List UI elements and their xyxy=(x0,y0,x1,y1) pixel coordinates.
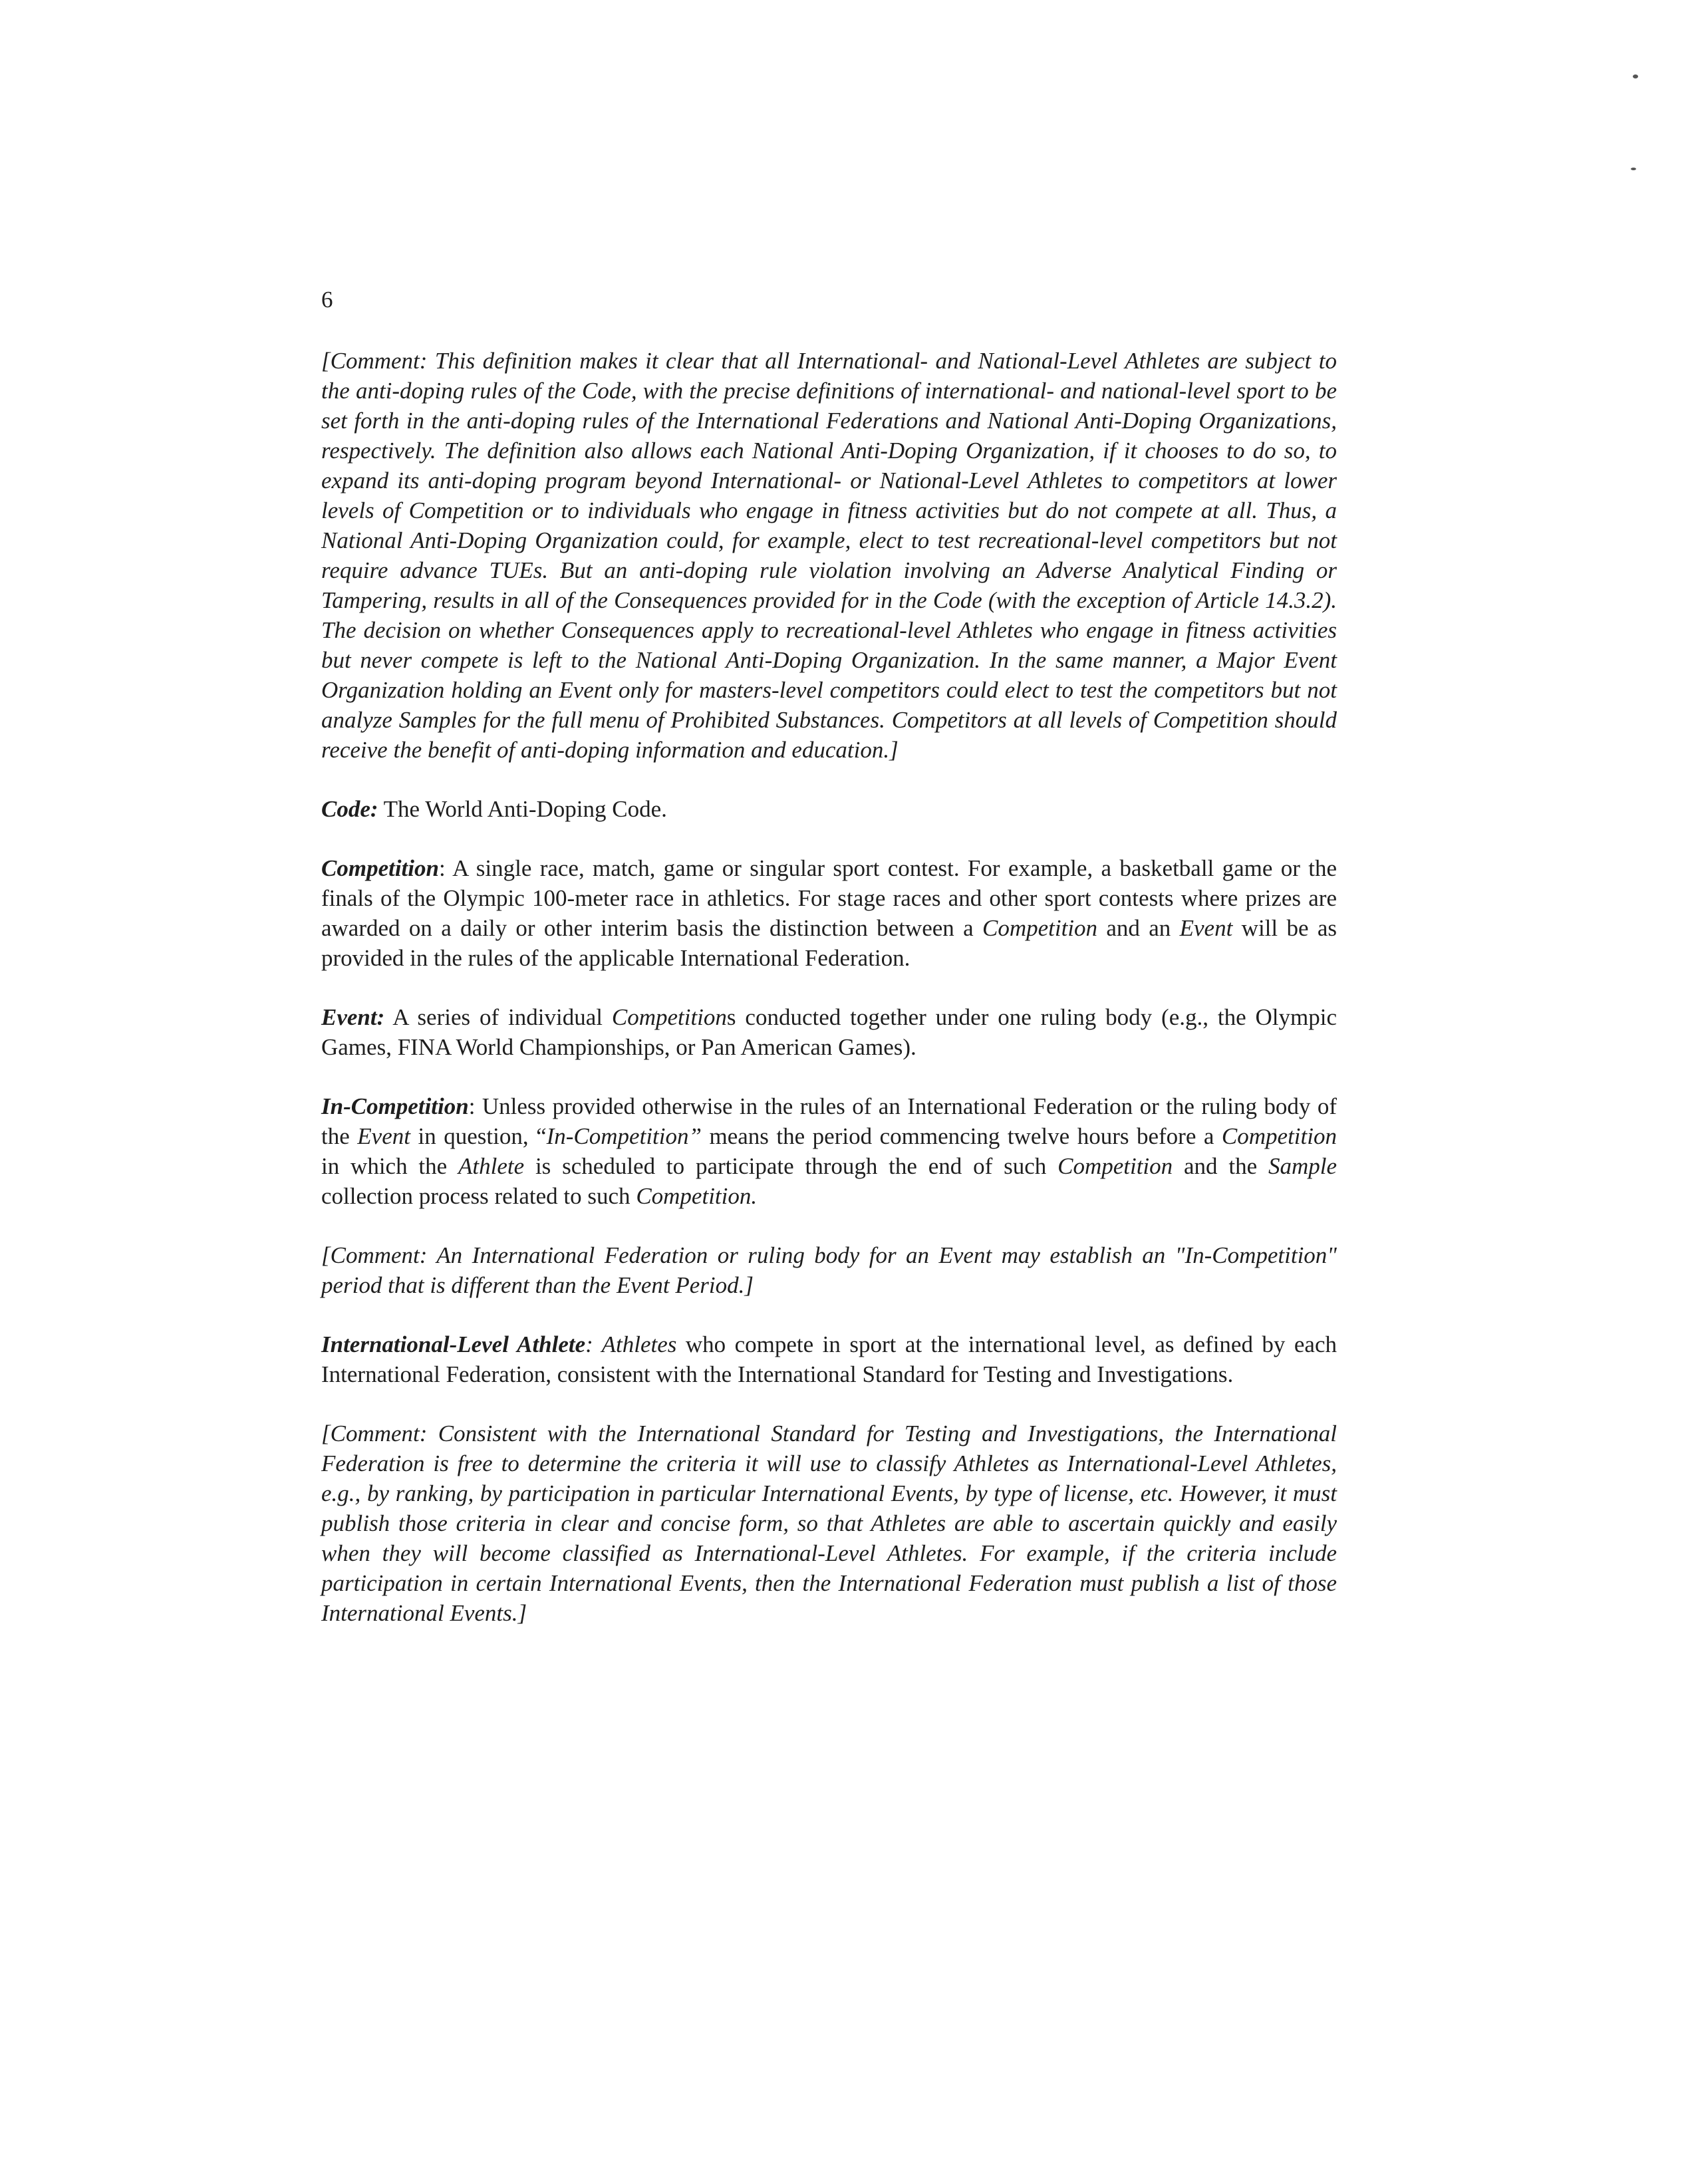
italic-term: Competition xyxy=(982,915,1098,941)
definition-text: is scheduled to participate through the end of such xyxy=(524,1153,1058,1179)
definition-international-level-athlete xyxy=(321,1329,1337,1389)
definition-text: will be as provided in the rules of the applicable International Federation. xyxy=(321,915,1337,971)
definition-text: and the xyxy=(1173,1153,1268,1179)
italic-term: Competition xyxy=(611,1004,727,1030)
definition-text: collection process related to such xyxy=(321,1183,636,1209)
definition-text: A series of individual xyxy=(384,1004,612,1030)
term-event: Event: xyxy=(321,1004,385,1030)
term-code: Code: xyxy=(321,796,378,822)
comment-in-competition: [Comment: An International Federation or ruling body for an Event may establish an "In-Competition" period that is different than the Event Period.] xyxy=(321,1242,1337,1298)
definition-code xyxy=(321,794,1337,824)
italic-term: : Athletes xyxy=(585,1331,677,1357)
definition-text: means the period commencing twelve hours before a xyxy=(701,1123,1222,1149)
italic-term: Competition. xyxy=(636,1183,758,1209)
definition-text: s conducted together under one ruling body (e.g., the Olympic Games, FINA World Championships, or Pan American Games). xyxy=(321,1004,1337,1060)
italic-term: Event xyxy=(357,1123,410,1149)
definition-text: in question, “ xyxy=(410,1123,547,1149)
italic-term: Competition xyxy=(1057,1153,1173,1179)
italic-term: Competition xyxy=(1221,1123,1337,1149)
page-number: 6 xyxy=(321,287,333,313)
term-competition: Competition xyxy=(321,855,439,881)
definition-competition xyxy=(321,853,1337,973)
italic-term: Event xyxy=(1179,915,1233,941)
document-body xyxy=(321,346,1337,1657)
definition-text: and an xyxy=(1097,915,1180,941)
definition-event xyxy=(321,1002,1337,1062)
scan-speck xyxy=(1631,168,1636,170)
definition-text: in which the xyxy=(321,1153,458,1179)
scan-speck xyxy=(1633,74,1638,78)
term-in-competition: In-Competition xyxy=(321,1093,469,1119)
definition-in-competition xyxy=(321,1091,1337,1211)
italic-term: Athlete xyxy=(458,1153,525,1179)
definition-text: : A single race, match, game or singular sport contest. For example, a basketball game or the finals of the Olympic 100-meter race in athletics. For stage races and other sport contests where prizes are awarded on a daily or other interim basis the distinction between a xyxy=(321,855,1337,941)
comment-international-level-athlete: [Comment: Consistent with the International Standard for Testing and Investigations, the International Federation is free to determine the criteria it will use to classify Athletes as International-Level Athletes, e.g., by ranking, by participation in particular International Events, by type of license, etc. However, it must publish those criteria in clear and concise form, so that Athletes are able to ascertain quickly and easily when they will become classified as International-Level Athletes. For example, if the criteria include participation in certain International Events, then the International Federation must publish a list of those International Events.] xyxy=(321,1421,1337,1626)
comment-athlete-definition: [Comment: This definition makes it clear that all International- and National-Level Athletes are subject to the anti-doping rules of the Code, with the precise definitions of international- and national-level sport to be set forth in the anti-doping rules of the International Federations and National Anti-Doping Organizations, respectively. The definition also allows each National Anti-Doping Organization, if it chooses to do so, to expand its anti-doping program beyond International- or National-Level Athletes to competitors at lower levels of Competition or to individuals who engage in fitness activities but do not compete at all. Thus, a National Anti-Doping Organization could, for example, elect to test recreational-level competitors but not require advance TUEs. But an anti-doping rule violation involving an Adverse Analytical Finding or Tampering, results in all of the Consequences provided for in the Code (with the exception of Article 14.3.2). The decision on whether Consequences apply to recreational-level Athletes who engage in fitness activities but never compete is left to the National Anti-Doping Organization. In the same manner, a Major Event Organization holding an Event only for masters-level competitors could elect to test the competitors but not analyze Samples for the full menu of Prohibited Substances. Competitors at all levels of Competition should receive the benefit of anti-doping information and education.] xyxy=(321,348,1337,763)
italic-term: In-Competition” xyxy=(546,1123,702,1149)
term-international-level-athlete: International-Level Athlete xyxy=(321,1331,586,1357)
definition-text: : Unless provided otherwise in the rules of an International Federation or the ruling body of the xyxy=(321,1093,1337,1149)
definition-code-text: The World Anti-Doping Code. xyxy=(378,796,667,822)
italic-term: Sample xyxy=(1268,1153,1337,1179)
definition-text: who compete in sport at the international level, as defined by each International Federation, consistent with the International Standard for Testing and Investigations. xyxy=(321,1331,1337,1387)
